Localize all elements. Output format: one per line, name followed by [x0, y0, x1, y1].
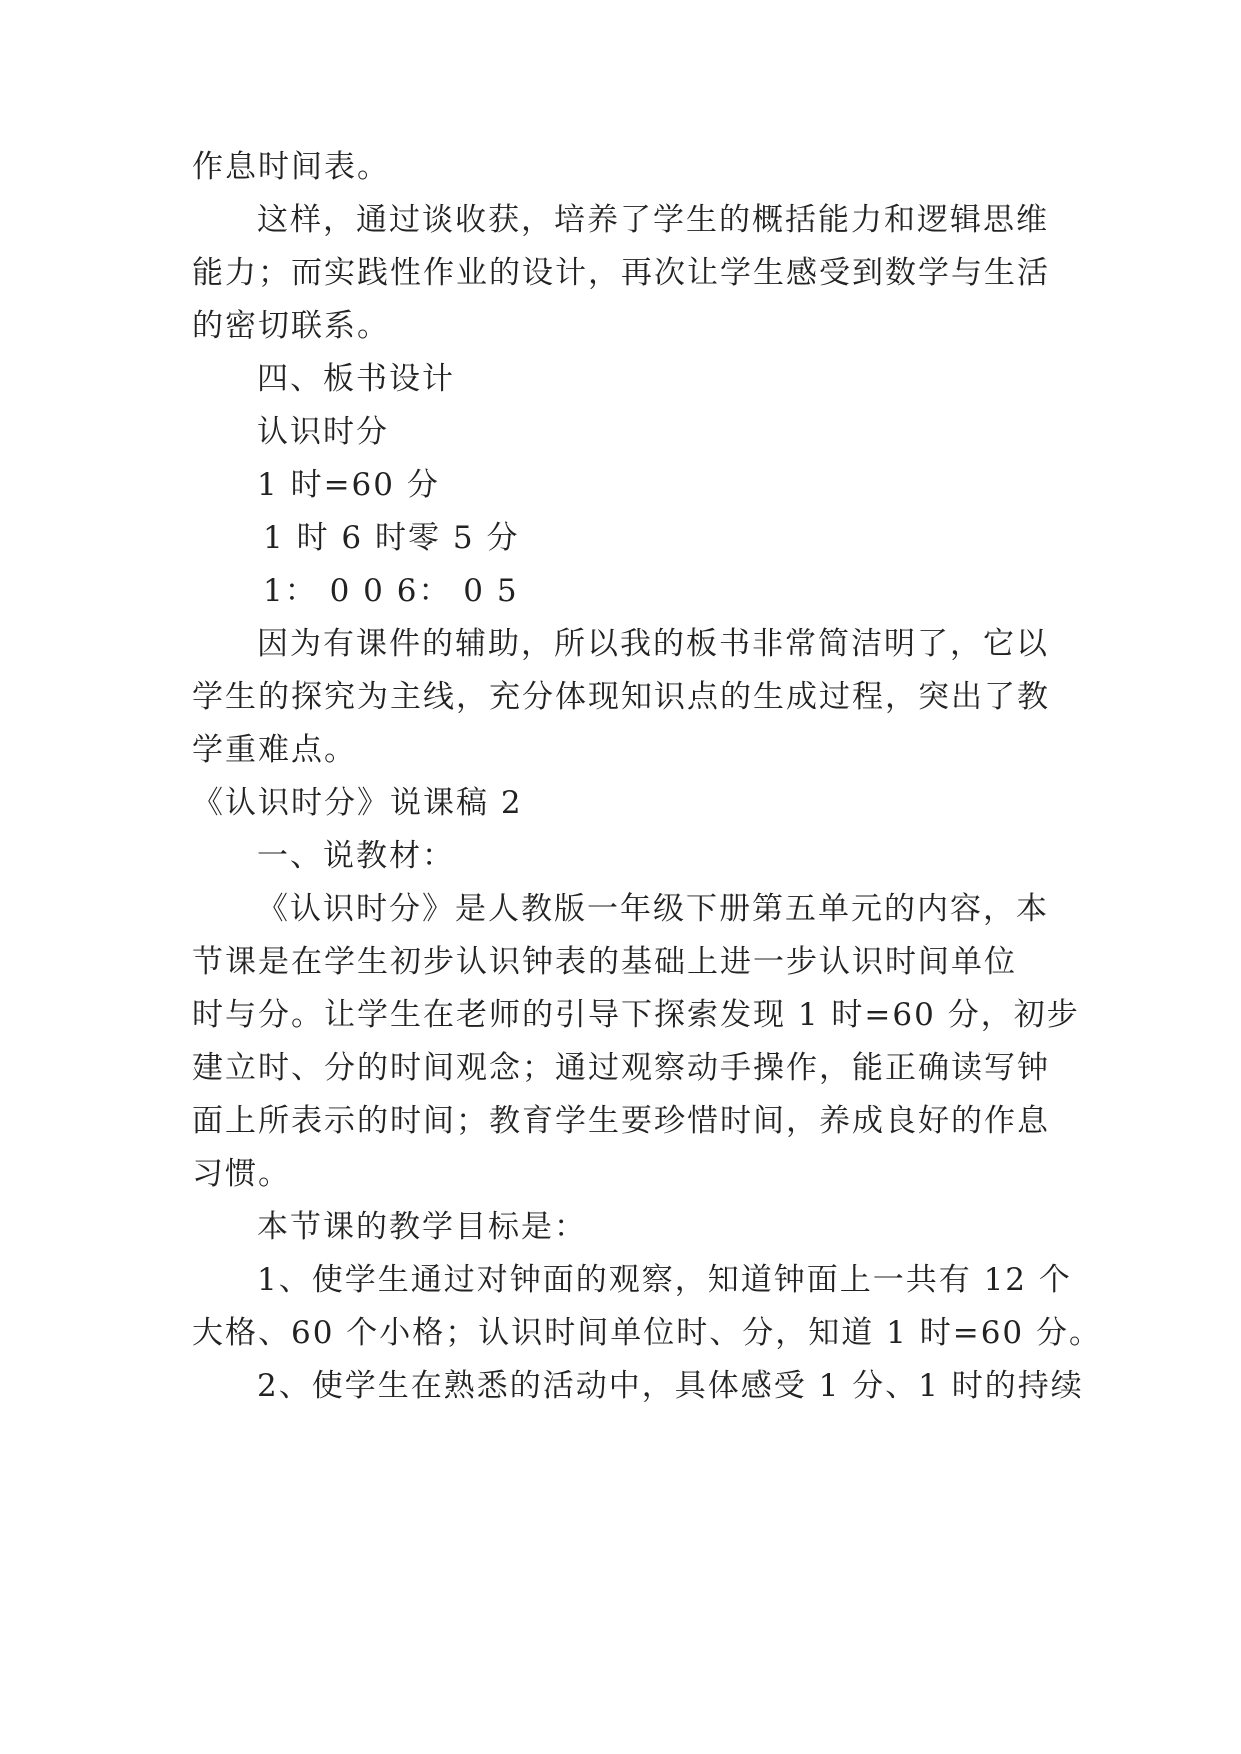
document-title: 《认识时分》说课稿 2 [192, 785, 523, 821]
paragraph-line: 这样，通过谈收获，培养了学生的概括能力和逻辑思维 [257, 202, 1049, 238]
paragraph-line: 建立时、分的时间观念；通过观察动手操作，能正确读写钟 [192, 1050, 1050, 1086]
paragraph-line: 时与分。让学生在老师的引导下探索发现 1 时=60 分，初步 [192, 997, 1080, 1033]
paragraph-line: 2、使学生在熟悉的活动中，具体感受 1 分、1 时的持续 [257, 1368, 1084, 1404]
paragraph-line: 作息时间表。 [192, 149, 390, 185]
paragraph-line: 能力；而实践性作业的设计，再次让学生感受到数学与生活 [192, 255, 1050, 291]
board-line: 1 时=60 分 [257, 467, 440, 503]
paragraph-line: 的密切联系。 [192, 308, 390, 344]
paragraph-line: 大格、60 个小格；认识时间单位时、分，知道 1 时=60 分。 [192, 1315, 1103, 1351]
section-heading: 一、说教材： [257, 838, 455, 874]
board-line: 1 时 6 时零 5 分 [263, 520, 520, 556]
board-line: 1： 0 0 6： 0 5 [263, 573, 519, 609]
paragraph-line: 本节课的教学目标是： [257, 1209, 587, 1245]
paragraph-line: 《认识时分》是人教版一年级下册第五单元的内容，本 [257, 891, 1049, 927]
paragraph-line: 学重难点。 [192, 732, 357, 768]
paragraph-line: 因为有课件的辅助，所以我的板书非常简洁明了，它以 [257, 626, 1049, 662]
board-title: 认识时分 [257, 414, 389, 450]
paragraph-line: 习惯。 [192, 1156, 291, 1192]
section-heading: 四、板书设计 [257, 361, 455, 397]
paragraph-line: 面上所表示的时间；教育学生要珍惜时间，养成良好的作息 [192, 1103, 1050, 1139]
paragraph-line: 1、使学生通过对钟面的观察，知道钟面上一共有 12 个 [257, 1262, 1072, 1298]
paragraph-line: 节课是在学生初步认识钟表的基础上进一步认识时间单位 [192, 944, 1017, 980]
paragraph-line: 学生的探究为主线，充分体现知识点的生成过程，突出了教 [192, 679, 1050, 715]
